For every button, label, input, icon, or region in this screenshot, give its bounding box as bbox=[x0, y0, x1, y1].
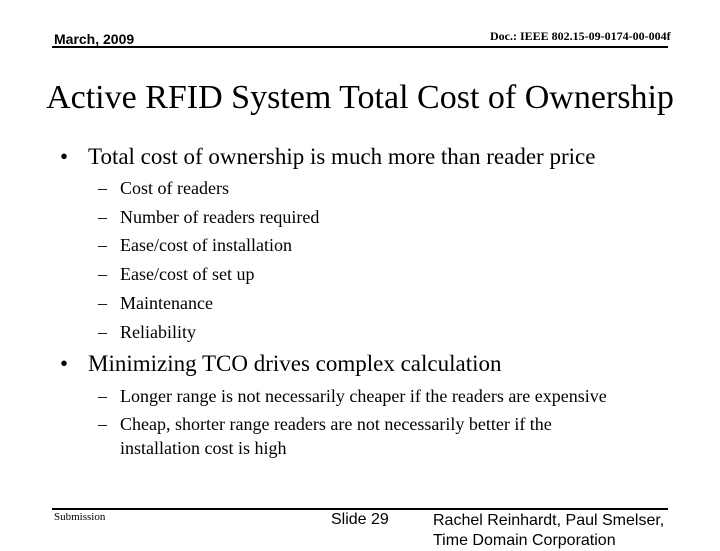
sub-bullet-text: Cost of readers bbox=[120, 178, 229, 198]
footer-author bbox=[433, 511, 720, 551]
footer-submission: Submission bbox=[54, 511, 106, 523]
header-date: March, 2009 bbox=[54, 31, 135, 47]
sub-bullet-text: Number of readers required bbox=[120, 207, 320, 227]
footer-rule bbox=[52, 508, 668, 510]
bullet-marker: • bbox=[60, 351, 69, 376]
sub-bullet-text: installation cost is high bbox=[120, 438, 287, 458]
sub-bullet-marker: – bbox=[98, 207, 107, 227]
sub-bullet-text: Ease/cost of set up bbox=[120, 264, 255, 284]
footer-slide-number: Slide 29 bbox=[331, 511, 389, 528]
bullet-text: Total cost of ownership is much more than reader price bbox=[88, 144, 596, 169]
sub-bullet-marker: – bbox=[98, 386, 107, 406]
sub-bullet-marker: – bbox=[98, 235, 107, 255]
sub-bullet-marker: – bbox=[98, 178, 107, 198]
sub-bullet-marker: – bbox=[98, 264, 107, 284]
sub-bullet-text: Cheap, shorter range readers are not necessarily better if the bbox=[120, 414, 552, 434]
sub-bullet-text: Longer range is not necessarily cheaper if the readers are expensive bbox=[120, 386, 607, 406]
sub-bullet-marker: – bbox=[98, 293, 107, 313]
header-rule bbox=[52, 46, 668, 48]
sub-bullet-marker: – bbox=[98, 414, 107, 434]
sub-bullet-text: Ease/cost of installation bbox=[120, 235, 292, 255]
sub-bullet-text: Reliability bbox=[120, 322, 196, 342]
header-doc-id: Doc.: IEEE 802.15-09-0174-00-004f bbox=[490, 29, 671, 43]
sub-bullet-text: Maintenance bbox=[120, 293, 213, 313]
footer-author-line2: Time Domain Corporation bbox=[433, 532, 616, 549]
slide-title: Active RFID System Total Cost of Ownership bbox=[46, 79, 674, 116]
bullet-marker: • bbox=[60, 144, 69, 169]
footer-author-line1: Rachel Reinhardt, Paul Smelser, bbox=[433, 512, 665, 529]
sub-bullet-marker: – bbox=[98, 322, 107, 342]
bullet-text: Minimizing TCO drives complex calculation bbox=[88, 351, 502, 376]
